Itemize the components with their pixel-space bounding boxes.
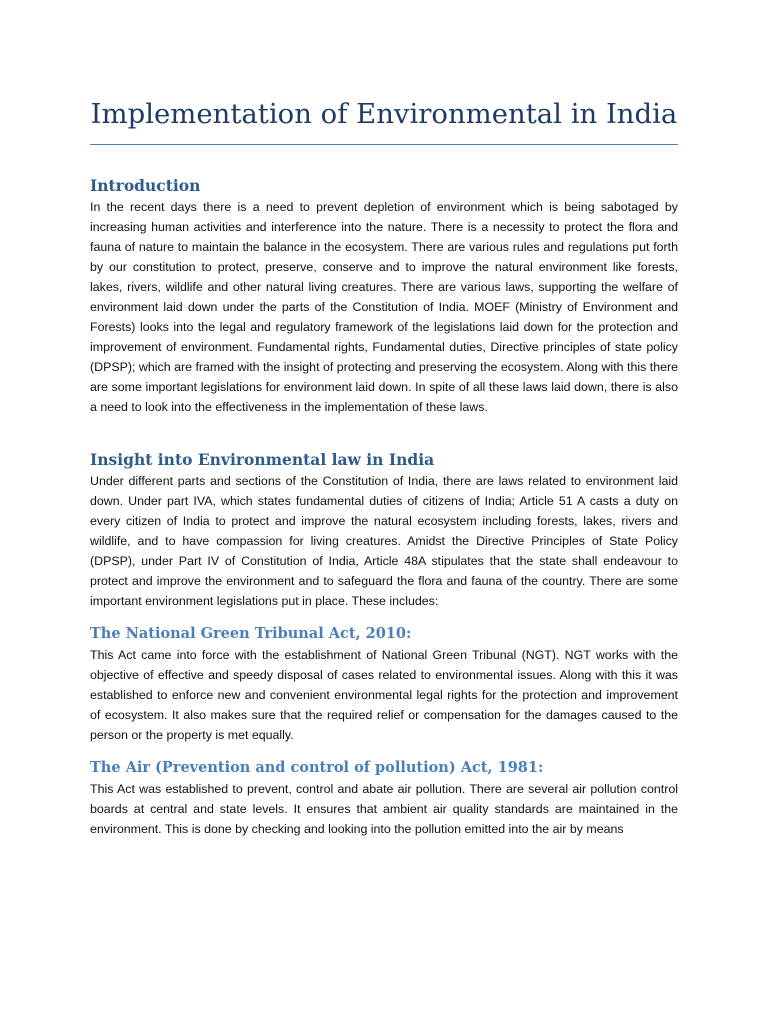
section-introduction: [90, 175, 678, 417]
section-body-ngt-act: This Act came into force with the establishment of National Green Tribunal (NGT). NGT works with the objective of effective and speedy disposal of cases related to environmental issues. Along with this it was established to enforce new and convenient environmental legal rights for the protection and improvement of ecosystem. It also makes sure that the required relief or compensation for the damages caused to the person or the property is met equally.: [90, 648, 678, 742]
section-insight: [90, 449, 678, 611]
section-heading-air-act: The Air (Prevention and control of pollution) Act, 1981:: [90, 759, 544, 776]
section-body-introduction: In the recent days there is a need to prevent depletion of environment which is being sabotaged by increasing human activities and interference into the nature. There is a necessity to protect the flora and fauna of nature to maintain the balance in the ecosystem. There are various rules and regulations put forth by our constitution to protect, preserve, conserve and to improve the natural environment like forests, lakes, rivers, wildlife and other natural living creatures. There are various laws, supporting the welfare of environment laid down under the parts of the Constitution of India. MOEF (Ministry of Environment and Forests) looks into the legal and regulatory framework of the legislations laid down for the protection and improvement of environment. Fundamental rights, Fundamental duties, Directive principles of state policy (DPSP); which are framed with the insight of protecting and preserving the ecosystem. Along with this there are some important legislations for environment laid down. In spite of all these laws laid down, there is also a need to look into the effectiveness in the implementation of these laws.: [90, 200, 678, 414]
section-body-air-act: This Act was established to prevent, control and abate air pollution. There are several air pollution control boards at central and state levels. It ensures that ambient air quality standards are maintained in the environment. This is done by checking and looking into the pollution emitted into the air by means: [90, 782, 678, 836]
section-ngt-act: [90, 623, 678, 745]
section-body-insight: Under different parts and sections of the Constitution of India, there are laws related to environment laid down. Under part IVA, which states fundamental duties of citizens of India; Article 51 A casts a duty on every citizen of India to protect and improve the natural ecosystem including forests, lakes, rivers and wildlife, and to have compassion for living creatures. Amidst the Directive Principles of State Policy (DPSP), under Part IV of Constitution of India, Article 48A stipulates that the state shall endeavour to protect and improve the environment and to safeguard the flora and fauna of the country. There are some important environment legislations put in place. These includes:: [90, 474, 678, 608]
section-heading-introduction: Introduction: [90, 176, 201, 195]
title-divider: [90, 144, 678, 145]
page-title: Implementation of Environmental in India: [90, 98, 678, 130]
section-heading-ngt-act: The National Green Tribunal Act, 2010:: [90, 625, 412, 642]
section-heading-insight: Insight into Environmental law in India: [90, 450, 435, 469]
section-air-act: [90, 757, 678, 839]
